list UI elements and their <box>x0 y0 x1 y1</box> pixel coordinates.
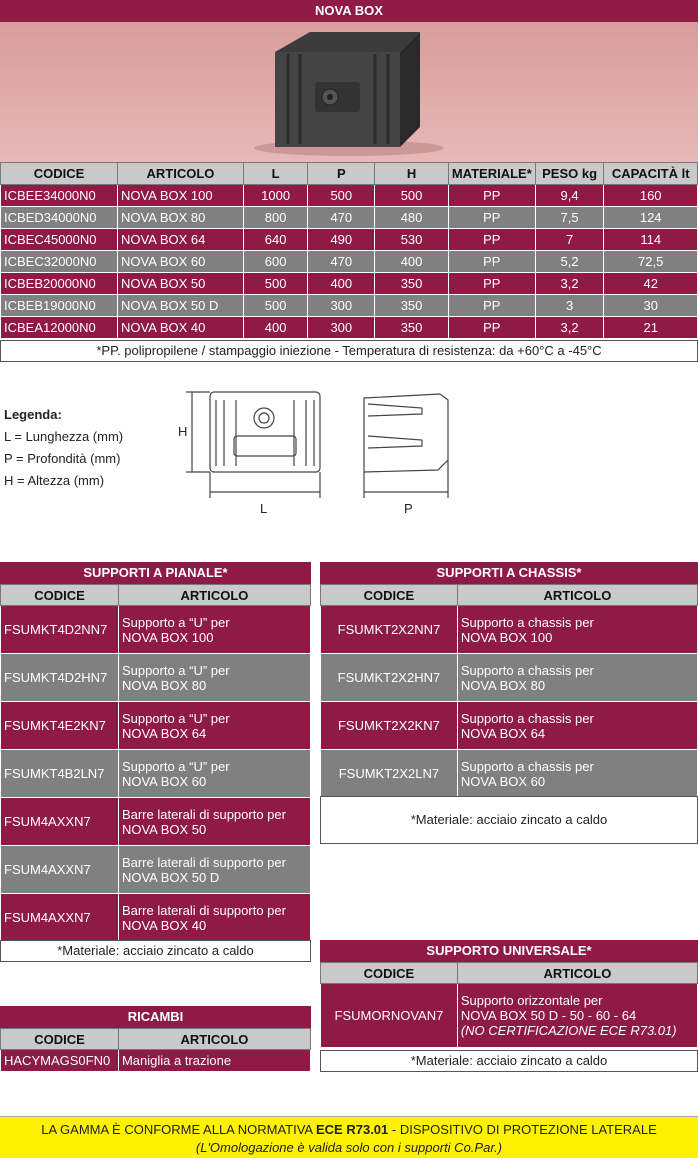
cell-articolo: NOVA BOX 60 <box>118 251 244 273</box>
articolo-line: NOVA BOX 64 <box>121 725 207 741</box>
legend-title: Legenda: <box>4 407 62 422</box>
col-header-codice: CODICE <box>1 1029 119 1050</box>
cell-p: 300 <box>308 295 375 317</box>
pianale-table <box>0 584 311 942</box>
cell-materiale: PP <box>448 317 535 339</box>
articolo-line: NOVA BOX 100 <box>460 629 553 645</box>
note-text: *Materiale: acciaio zincato a caldo <box>57 943 254 958</box>
cell-codice: ICBEB20000N0 <box>1 273 118 295</box>
page-title-bar <box>0 0 698 22</box>
chassis-title: SUPPORTI A CHASSIS* <box>436 565 582 580</box>
cell-articolo <box>457 750 697 798</box>
col-header-l: L <box>243 163 307 185</box>
table-row <box>1 606 311 654</box>
articolo-line: Supporto orizzontale per <box>460 993 603 1008</box>
table-row <box>1 750 311 798</box>
articolo-line: NOVA BOX 60 <box>121 773 207 789</box>
nova-box-table <box>0 162 698 339</box>
cell-p: 470 <box>308 251 375 273</box>
cell-articolo <box>118 750 310 798</box>
col-header-articolo: ARTICOLO <box>118 1029 310 1050</box>
articolo-line: NOVA BOX 50 <box>121 821 207 837</box>
cell-codice: HACYMAGS0FN0 <box>1 1050 119 1072</box>
cell-peso: 3 <box>535 295 604 317</box>
articolo-line: Supporto a chassis per <box>460 758 594 774</box>
col-header-codice: CODICE <box>321 585 458 606</box>
cell-codice: FSUMKT4E2KN7 <box>1 702 119 750</box>
articolo-line: NOVA BOX 50 D - 50 - 60 - 64 <box>460 1008 637 1023</box>
certification-note: (NO CERTIFICAZIONE ECE R73.01) <box>460 1023 677 1038</box>
articolo-line: NOVA BOX 80 <box>460 677 546 693</box>
table-row <box>321 606 698 654</box>
page-title: NOVA BOX <box>315 3 383 18</box>
ricambi-title: RICAMBI <box>127 1009 184 1024</box>
cell-capacita: 160 <box>604 185 698 207</box>
note-text: *Materiale: acciaio zincato a caldo <box>410 812 608 827</box>
articolo-line: Supporto a chassis per <box>460 710 594 726</box>
articolo-line: Barre laterali di supporto per <box>121 854 286 870</box>
cell-codice: FSUM4AXXN7 <box>1 846 119 894</box>
chassis-note <box>320 796 698 844</box>
cell-peso: 3,2 <box>535 317 604 339</box>
cell-l: 600 <box>243 251 307 273</box>
articolo-line: Barre laterali di supporto per <box>121 902 286 918</box>
table-row <box>1 654 311 702</box>
cell-articolo: NOVA BOX 80 <box>118 207 244 229</box>
table-header-row <box>1 163 698 185</box>
cell-codice: ICBEB19000N0 <box>1 295 118 317</box>
cell-codice: FSUMKT2X2NN7 <box>321 606 458 654</box>
col-header-peso: PESO kg <box>535 163 604 185</box>
banner-norm: ECE R73.01 <box>316 1122 389 1137</box>
cell-materiale: PP <box>448 207 535 229</box>
table-header-row <box>321 585 698 606</box>
product-photo <box>0 22 698 162</box>
table-row <box>1 846 311 894</box>
cell-articolo <box>118 846 310 894</box>
articolo-line: Supporto a “U” per <box>121 662 230 678</box>
cell-capacita: 124 <box>604 207 698 229</box>
cell-peso: 9,4 <box>535 185 604 207</box>
pianale-title: SUPPORTI A PIANALE* <box>83 565 228 580</box>
cell-codice: FSUMKT2X2KN7 <box>321 702 458 750</box>
cell-codice: FSUMKT4D2HN7 <box>1 654 119 702</box>
toolbox-image <box>0 22 698 162</box>
col-header-codice: CODICE <box>1 163 118 185</box>
cell-p: 470 <box>308 207 375 229</box>
cell-peso: 3,2 <box>535 273 604 295</box>
pianale-title-bar <box>0 562 311 584</box>
cell-materiale: PP <box>448 185 535 207</box>
cell-p: 500 <box>308 185 375 207</box>
cell-codice: ICBED34000N0 <box>1 207 118 229</box>
table-row <box>1 894 311 942</box>
cell-capacita: 72,5 <box>604 251 698 273</box>
articolo-line: Supporto a “U” per <box>121 710 230 726</box>
cell-l: 800 <box>243 207 307 229</box>
cell-h: 400 <box>375 251 449 273</box>
cell-capacita: 30 <box>604 295 698 317</box>
col-header-p: P <box>308 163 375 185</box>
ricambi-title-bar <box>0 1006 311 1028</box>
cell-p: 490 <box>308 229 375 251</box>
cell-l: 500 <box>243 273 307 295</box>
cell-articolo: NOVA BOX 40 <box>118 317 244 339</box>
cell-l: 500 <box>243 295 307 317</box>
cell-articolo <box>457 984 697 1048</box>
dim-p-label: P <box>404 501 413 516</box>
col-header-capacita: CAPACITÀ lt <box>604 163 698 185</box>
cell-p: 300 <box>308 317 375 339</box>
cell-materiale: PP <box>448 251 535 273</box>
table-row <box>1 207 698 229</box>
cell-articolo <box>457 606 697 654</box>
table-row <box>1 273 698 295</box>
cell-codice: FSUMORNOVAN7 <box>321 984 458 1048</box>
banner-line-1 <box>0 1121 698 1139</box>
table-row <box>1 798 311 846</box>
table-row <box>1 251 698 273</box>
dim-l-label: L <box>260 501 268 516</box>
articolo-line: NOVA BOX 50 D <box>121 869 220 885</box>
cell-articolo <box>457 654 697 702</box>
articolo-line: Supporto a chassis per <box>460 614 594 630</box>
note-text: *PP. polipropilene / stampaggio iniezione - Temperatura di resistenza: da +60°C a -45°C <box>96 343 602 358</box>
cell-articolo <box>118 894 310 942</box>
table-row <box>1 295 698 317</box>
chassis-title-bar <box>320 562 698 584</box>
side-view-drawing <box>350 380 460 520</box>
cell-peso: 7,5 <box>535 207 604 229</box>
cell-materiale: PP <box>448 229 535 251</box>
cell-codice: FSUMKT2X2HN7 <box>321 654 458 702</box>
legend-item: L = Lunghezza (mm) <box>4 429 124 444</box>
table-row <box>321 654 698 702</box>
table-row <box>1 702 311 750</box>
col-header-articolo: ARTICOLO <box>118 163 244 185</box>
table-row <box>321 702 698 750</box>
main-table-note <box>0 340 698 362</box>
universale-title: SUPPORTO UNIVERSALE* <box>426 943 592 958</box>
cell-h: 350 <box>375 295 449 317</box>
table-header-row <box>321 963 698 984</box>
cell-articolo: NOVA BOX 50 D <box>118 295 244 317</box>
cell-h: 530 <box>375 229 449 251</box>
table-row <box>1 229 698 251</box>
ricambi-table <box>0 1028 311 1072</box>
dim-h-label: H <box>178 424 188 439</box>
cell-articolo: Maniglia a trazione <box>118 1050 310 1072</box>
table-row <box>1 185 698 207</box>
pianale-note <box>0 940 311 962</box>
cell-codice: FSUMKT2X2LN7 <box>321 750 458 798</box>
articolo-line: NOVA BOX 40 <box>121 917 207 933</box>
cell-h: 350 <box>375 273 449 295</box>
articolo-line: Supporto a chassis per <box>460 662 594 678</box>
table-row <box>1 1050 311 1072</box>
articolo-line: Supporto a “U” per <box>121 758 230 774</box>
cell-peso: 5,2 <box>535 251 604 273</box>
cell-codice: FSUM4AXXN7 <box>1 894 119 942</box>
articolo-line: NOVA BOX 100 <box>121 629 214 645</box>
cell-codice: FSUM4AXXN7 <box>1 798 119 846</box>
cell-capacita: 114 <box>604 229 698 251</box>
table-row <box>321 750 698 798</box>
legend-item: P = Profondità (mm) <box>4 451 121 466</box>
cell-codice: ICBEA12000N0 <box>1 317 118 339</box>
cell-h: 350 <box>375 317 449 339</box>
banner-text: LA GAMMA È CONFORME ALLA NORMATIVA <box>41 1122 316 1137</box>
articolo-line: NOVA BOX 60 <box>460 773 546 789</box>
table-row <box>321 984 698 1048</box>
cell-l: 1000 <box>243 185 307 207</box>
cell-h: 480 <box>375 207 449 229</box>
legend-item: H = Altezza (mm) <box>4 473 105 488</box>
table-header-row <box>1 585 311 606</box>
articolo-line: NOVA BOX 64 <box>460 725 546 741</box>
cell-l: 640 <box>243 229 307 251</box>
table-row <box>1 317 698 339</box>
cell-codice: ICBEC45000N0 <box>1 229 118 251</box>
cell-codice: FSUMKT4B2LN7 <box>1 750 119 798</box>
cell-capacita: 21 <box>604 317 698 339</box>
cell-codice: ICBEC32000N0 <box>1 251 118 273</box>
articolo-line: NOVA BOX 80 <box>121 677 207 693</box>
cell-articolo: NOVA BOX 50 <box>118 273 244 295</box>
col-header-articolo: ARTICOLO <box>118 585 310 606</box>
compliance-banner <box>0 1116 698 1158</box>
cell-l: 400 <box>243 317 307 339</box>
cell-codice: ICBEE34000N0 <box>1 185 118 207</box>
cell-articolo <box>457 702 697 750</box>
col-header-h: H <box>375 163 449 185</box>
cell-articolo: NOVA BOX 100 <box>118 185 244 207</box>
legend <box>4 404 123 492</box>
chassis-table <box>320 584 698 798</box>
articolo-line: Supporto a “U” per <box>121 614 230 630</box>
universale-table <box>320 962 698 1048</box>
col-header-codice: CODICE <box>1 585 119 606</box>
col-header-articolo: ARTICOLO <box>457 585 697 606</box>
cell-codice: FSUMKT4D2NN7 <box>1 606 119 654</box>
col-header-articolo: ARTICOLO <box>457 963 697 984</box>
cell-articolo: NOVA BOX 64 <box>118 229 244 251</box>
cell-articolo <box>118 654 310 702</box>
banner-text: - DISPOSITIVO DI PROTEZIONE LATERALE <box>388 1122 657 1137</box>
cell-materiale: PP <box>448 273 535 295</box>
table-header-row <box>1 1029 311 1050</box>
cell-capacita: 42 <box>604 273 698 295</box>
articolo-line: Barre laterali di supporto per <box>121 806 286 822</box>
cell-articolo <box>118 702 310 750</box>
universale-note <box>320 1050 698 1072</box>
cell-peso: 7 <box>535 229 604 251</box>
cell-p: 400 <box>308 273 375 295</box>
col-header-codice: CODICE <box>321 963 458 984</box>
banner-line-2: (L'Omologazione è valida solo con i supporti Co.Par.) <box>195 1140 503 1155</box>
front-view-drawing <box>172 380 332 520</box>
note-text: *Materiale: acciaio zincato a caldo <box>410 1053 608 1068</box>
cell-materiale: PP <box>448 295 535 317</box>
cell-articolo <box>118 606 310 654</box>
cell-h: 500 <box>375 185 449 207</box>
col-header-materiale: MATERIALE* <box>448 163 535 185</box>
universale-title-bar <box>320 940 698 962</box>
cell-articolo <box>118 798 310 846</box>
